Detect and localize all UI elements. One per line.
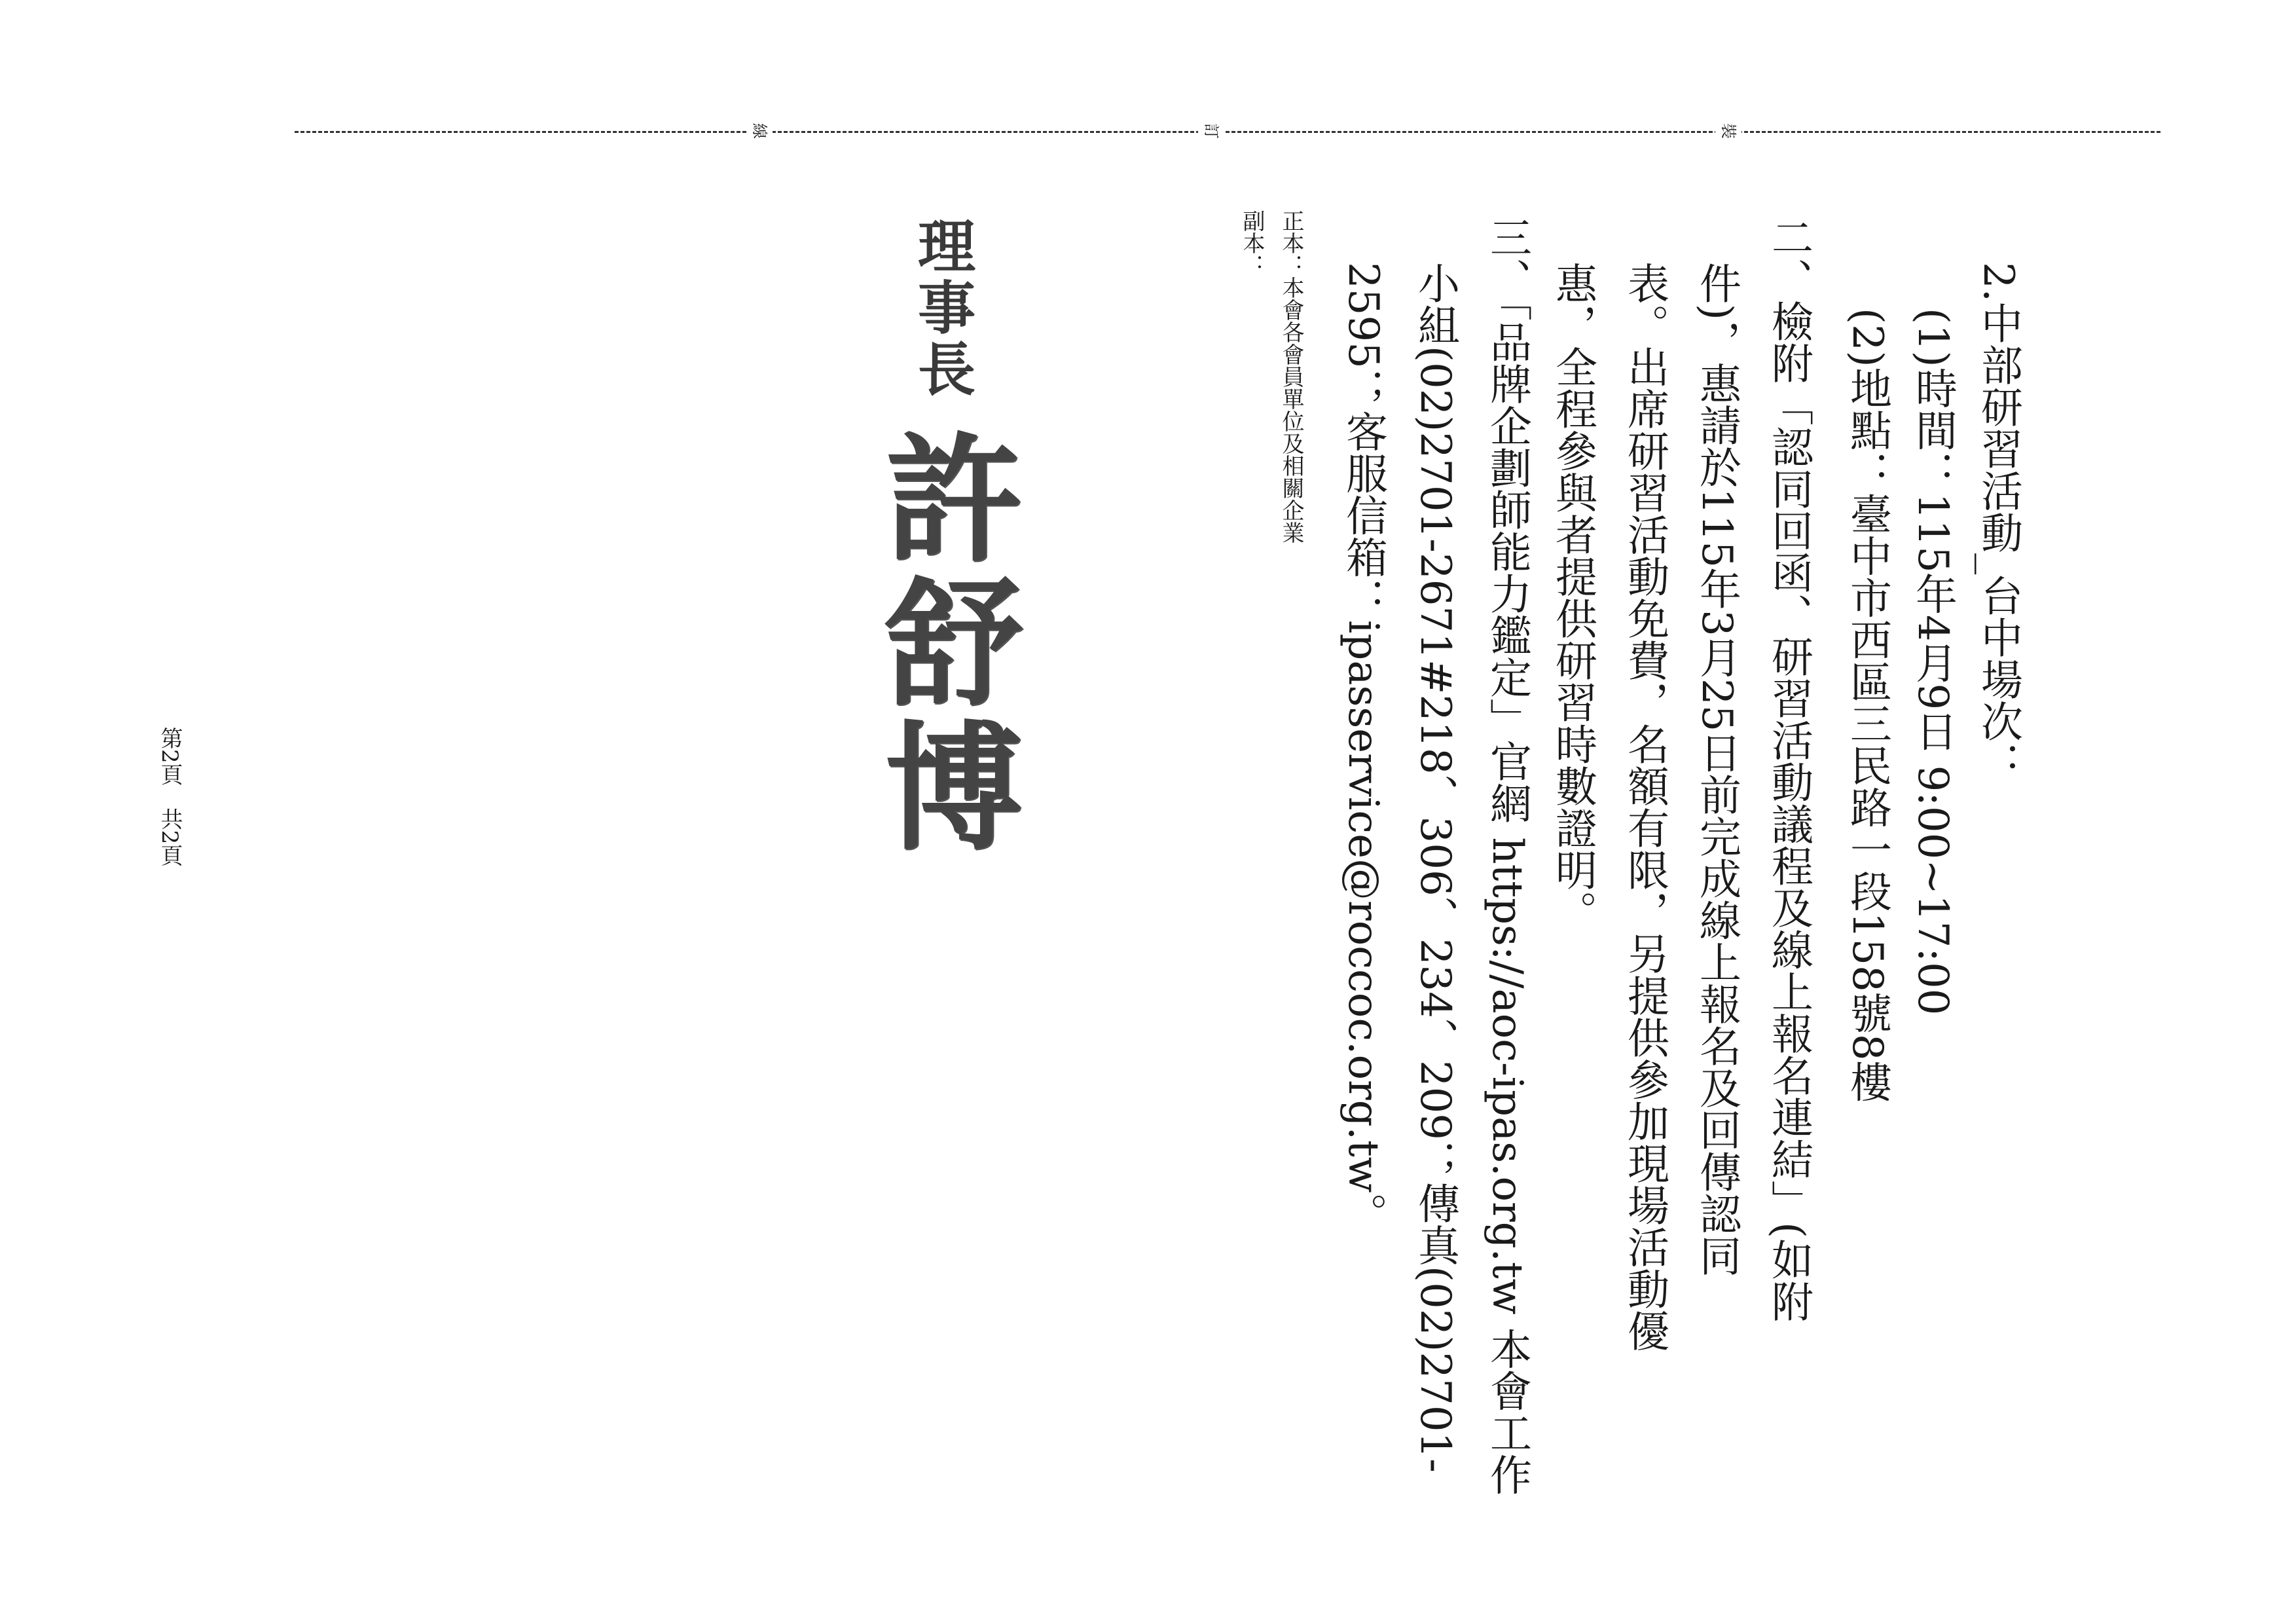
binding-mark-1: 裝 — [1715, 118, 1741, 144]
body-line-10: 2595；客服信箱：ipasservice@roccoc.org.tw。 — [1339, 262, 1387, 1235]
signatory-title: 理事長 — [909, 216, 977, 401]
body-line-5: 件)，惠請於115年3月25日前完成線上報名及回傳認同 — [1692, 262, 1741, 1277]
signature-block — [862, 216, 1024, 969]
body-line-2: (1)時間：115年4月9日 9:00~17:00 — [1908, 308, 1957, 1016]
body-line-4: 二、檢附「認同回函、研習活動議程及線上報名連結」(如附 — [1764, 216, 1813, 1322]
copy-recipient: 副本： — [1239, 210, 1265, 276]
body-line-6: 表。出席研習活動免費，名額有限，另提供參加現場活動優 — [1620, 262, 1669, 1352]
body-line-8: 三、「品牌企劃師能力鑑定」官網 https://aoc-ipas.org.tw 本會工作 — [1483, 216, 1531, 1496]
body-line-3: (2)地點：臺中市西區三民路一段158號8樓 — [1843, 308, 1891, 1103]
binding-mark-3: 線 — [746, 118, 773, 144]
body-line-1: 2.中部研習活動_台中場次： — [1974, 262, 2022, 784]
original-recipient: 正本：本會各會員單位及相關企業 — [1278, 210, 1304, 544]
signatory-name: 許舒博 — [862, 427, 1024, 859]
body-line-9: 小組(02)2701-2671#218、306、234、209；傳真(02)2701- — [1411, 262, 1459, 1473]
binding-mark-2: 訂 — [1198, 118, 1224, 144]
page-number: 第2頁 共2頁 — [156, 727, 183, 867]
body-line-7: 惠，全程參與者提供研習時數證明。 — [1548, 262, 1597, 932]
binding-line — [295, 131, 2160, 133]
